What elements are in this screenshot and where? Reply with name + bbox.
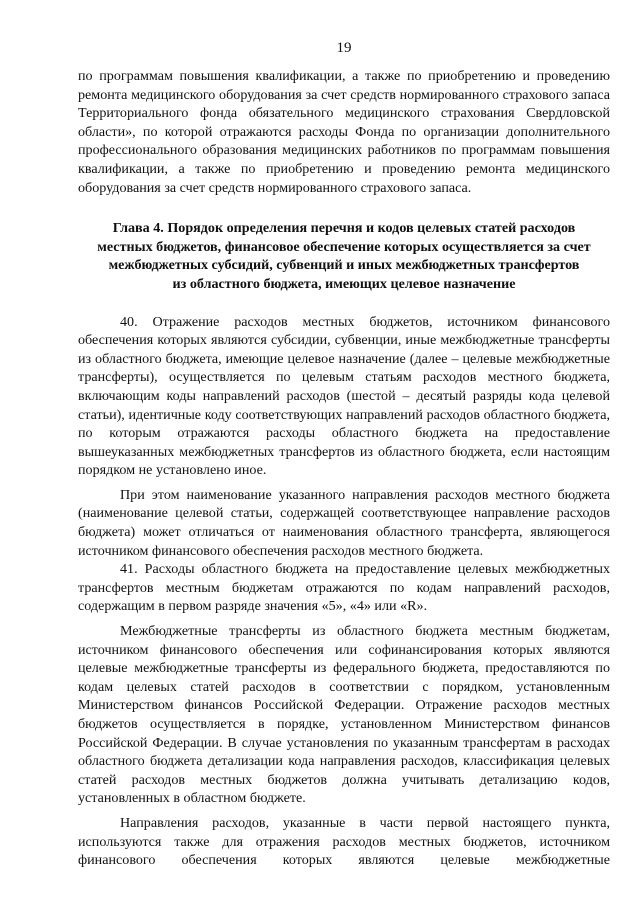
chapter-heading-line-1: Глава 4. Порядок определения перечня и кодов целевых статей расходов xyxy=(112,220,576,237)
chapter-heading-line-4: из областного бюджета, имеющих целевое назначение xyxy=(172,275,516,292)
chapter-heading xyxy=(78,219,610,293)
paragraph-41-federal-transfers: Межбюджетные трансферты из областного бюджета местным бюджетам, источником финансового обеспечения или софинансирования которых являются целевые межбюджетные трансферты из федерального бюджета, предоставляются по кодам целевых статей расходов в соответствии с порядком, установленным Министерством финансов Российской Федерации. Отражение расходов местных бюджетов осуществляется в порядке, установленном Министерством финансов Российской Федерации. В случае установления по указанным трансфертам в расходах областного бюджета детализации кода направления расходов, классификация целевых статей расходов местных бюджетов должна учитывать детализацию кодов, установленных в областном бюджете. xyxy=(78,623,610,807)
paragraph-40-naming: При этом наименование указанного направления расходов местного бюджета (наименование целевой статьи, содержащей соответствующее направление расходов бюджета) может отличаться от наименования областного трансферта, являющегося источником финансового обеспечения расходов местного бюджета. xyxy=(78,486,610,559)
page-number: 19 xyxy=(336,40,352,56)
paragraph-40: 40. Отражение расходов местных бюджетов, источником финансового обеспечения которых являются субсидии, субвенции, иные межбюджетные трансферты из областного бюджета, имеющие целевое назначение (далее – целевые межбюджетные трансферты), осуществляется по целевым статьям расходов местного бюджета, включающим коды направлений расходов (шестой – десятый разряды кода целевой статьи), идентичные коду соответствующих направлений расходов областного бюджета, по которым отражаются расходы областного бюджета на предоставление вышеуказанных межбюджетных трансфертов из областного бюджета, если настоящим порядком не установлено иное. xyxy=(78,313,610,479)
chapter-heading-line-3: межбюджетных субсидий, субвенций и иных межбюджетных трансфертов xyxy=(108,257,580,274)
intro-paragraph: по программам повышения квалификации, а также по приобретению и проведению ремонта медицинского оборудования за счет средств нормированного страхового запаса Территориального фонда обязательного медицинского страхования Свердловской области», по которой отражаются расходы Фонда по организации дополнительного профессионального образования медицинских работников по программам повышения квалификации, а также по приобретению и проведению ремонта медицинского оборудования за счет средств нормированного страхового запаса. xyxy=(78,68,610,196)
chapter-heading-line-2: местных бюджетов, финансовое обеспечение которых осуществляется за счет xyxy=(97,238,591,255)
paragraph-41-directions: Направления расходов, указанные в части первой настоящего пункта, используются также для отражения расходов местных бюджетов, источником финансового обеспечения которых являются целевые межбюджетные xyxy=(78,814,610,869)
paragraph-41: 41. Расходы областного бюджета на предоставление целевых межбюджетных трансфертов местным бюджетам отражаются по кодам направлений расходов, содержащим в первом разряде значения «5», «4» или «R». xyxy=(78,561,610,615)
